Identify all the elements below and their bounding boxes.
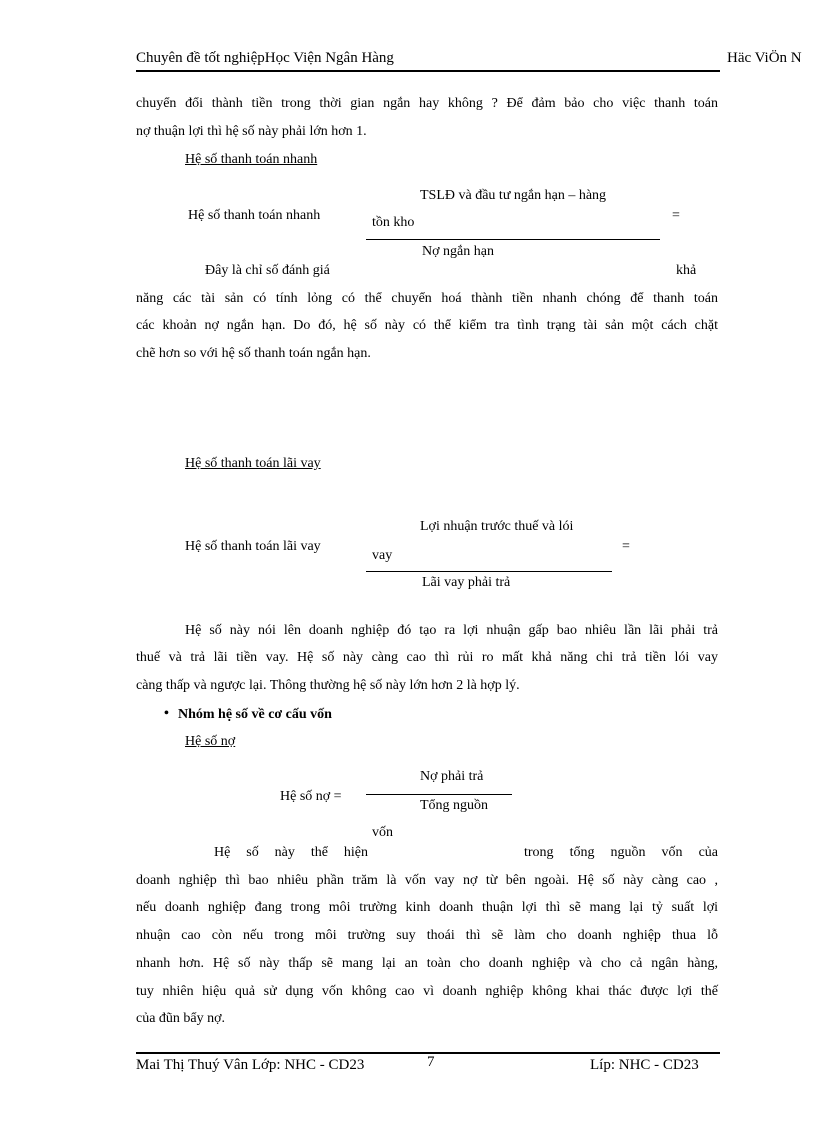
formula-equals: =: [622, 539, 630, 554]
paragraph-line: nếu doanh nghiệp đang trong môi trường kinh doanh thuận lợi thì sẽ mang lại tỷ suất lợi: [136, 900, 718, 915]
footer-class: Líp: NHC - CD23: [590, 1057, 699, 1073]
paragraph-line: nhuận cao còn nếu trong môi trường suy thoái thì sẽ làm cho doanh nghiệp thua lỗ: [136, 928, 718, 943]
paragraph-line: các khoản nợ ngắn hạn. Do đó, hệ số này có thể kiểm tra tình trạng tài sản một cách chặt: [136, 318, 718, 333]
paragraph-line: Đây là chỉ số đánh giá: [205, 263, 330, 278]
header-title: Chuyên đề tốt nghiệpHọc Viện Ngân Hàng: [136, 50, 394, 66]
paragraph-line: nợ thuận lợi thì hệ số này phải lớn hơn 1.: [136, 124, 367, 139]
formula-denominator: Tổng nguồn: [420, 798, 489, 813]
page-number: 7: [427, 1054, 435, 1070]
formula-numerator-continued: vay: [372, 548, 393, 563]
paragraph-line: doanh nghiệp thì bao nhiêu phần trăm là vốn vay nợ từ bên ngoài. Hệ số này càng cao ,: [136, 873, 718, 888]
fraction-bar: [366, 794, 512, 795]
formula-numerator: Nợ phải trả: [420, 769, 484, 784]
paragraph-line: Hệ số này thể hiện: [214, 845, 368, 860]
formula-numerator-continued: tồn kho: [372, 215, 415, 230]
formula-label-interest-coverage: Hệ số thanh toán lãi vay: [185, 539, 321, 554]
formula-denominator-continued: vốn: [372, 825, 393, 840]
paragraph-line: Hệ số này nói lên doanh nghiệp đó tạo ra lợi nhuận gấp bao nhiêu lần lãi phải trả: [185, 623, 718, 638]
formula-numerator: Lợi nhuận trước thuế và lói: [420, 519, 574, 534]
fraction-bar: [366, 571, 612, 572]
formula-label-debt-ratio: Hệ số nợ =: [280, 789, 342, 804]
paragraph-line: chuyển đổi thành tiền trong thời gian ngắn hay không ? Để đảm bảo cho việc thanh toán: [136, 96, 718, 111]
group-heading-capital-structure: Nhóm hệ số về cơ cấu vốn: [178, 707, 332, 722]
header-rule: [136, 70, 720, 72]
formula-label-quick-ratio: Hệ số thanh toán nhanh: [188, 208, 321, 223]
paragraph-line: năng các tài sản có tính lỏng có thể chuyển hoá thành tiền nhanh chóng để thanh toán: [136, 291, 718, 306]
paragraph-line: chẽ hơn so với hệ số thanh toán ngắn hạn.: [136, 346, 371, 361]
bullet-icon: •: [164, 706, 169, 721]
paragraph-line: của đũn bẩy nợ.: [136, 1011, 226, 1026]
formula-denominator: Lãi vay phải trả: [422, 575, 511, 590]
section-heading-debt-ratio: Hệ số nợ: [185, 734, 236, 749]
paragraph-line: càng thấp và ngược lại. Thông thường hệ số này lớn hơn 2 là hợp lý.: [136, 678, 520, 693]
formula-numerator: TSLĐ và đầu tư ngắn hạn – hàng: [420, 188, 607, 203]
formula-equals: =: [672, 208, 680, 223]
footer-author: Mai Thị Thuý Vân Lớp: NHC - CD23: [136, 1057, 365, 1073]
fraction-bar: [366, 239, 660, 240]
formula-denominator: Nợ ngắn hạn: [422, 244, 494, 259]
section-heading-interest-coverage: Hệ số thanh toán lãi vay: [185, 456, 321, 471]
paragraph-line: tuy nhiên hiệu quả sử dụng vốn không cao vì doanh nghiệp không khai thác được lợi thế: [136, 984, 718, 999]
section-heading-quick-ratio: Hệ số thanh toán nhanh: [185, 152, 318, 167]
paragraph-line-end: trong tổng nguồn vốn của: [524, 845, 718, 860]
paragraph-line: nhanh hơn. Hệ số này thấp sẽ mang lại an toàn cho doanh nghiệp và cho cả ngân hàng,: [136, 956, 718, 971]
header-right-text: Häc ViÖn N: [727, 50, 802, 66]
paragraph-line-end: khả: [676, 263, 697, 278]
paragraph-line: thuế và trả lãi tiền vay. Hệ số này càng cao thì rủi ro mất khả năng chi trả tiền lói vay: [136, 650, 718, 665]
